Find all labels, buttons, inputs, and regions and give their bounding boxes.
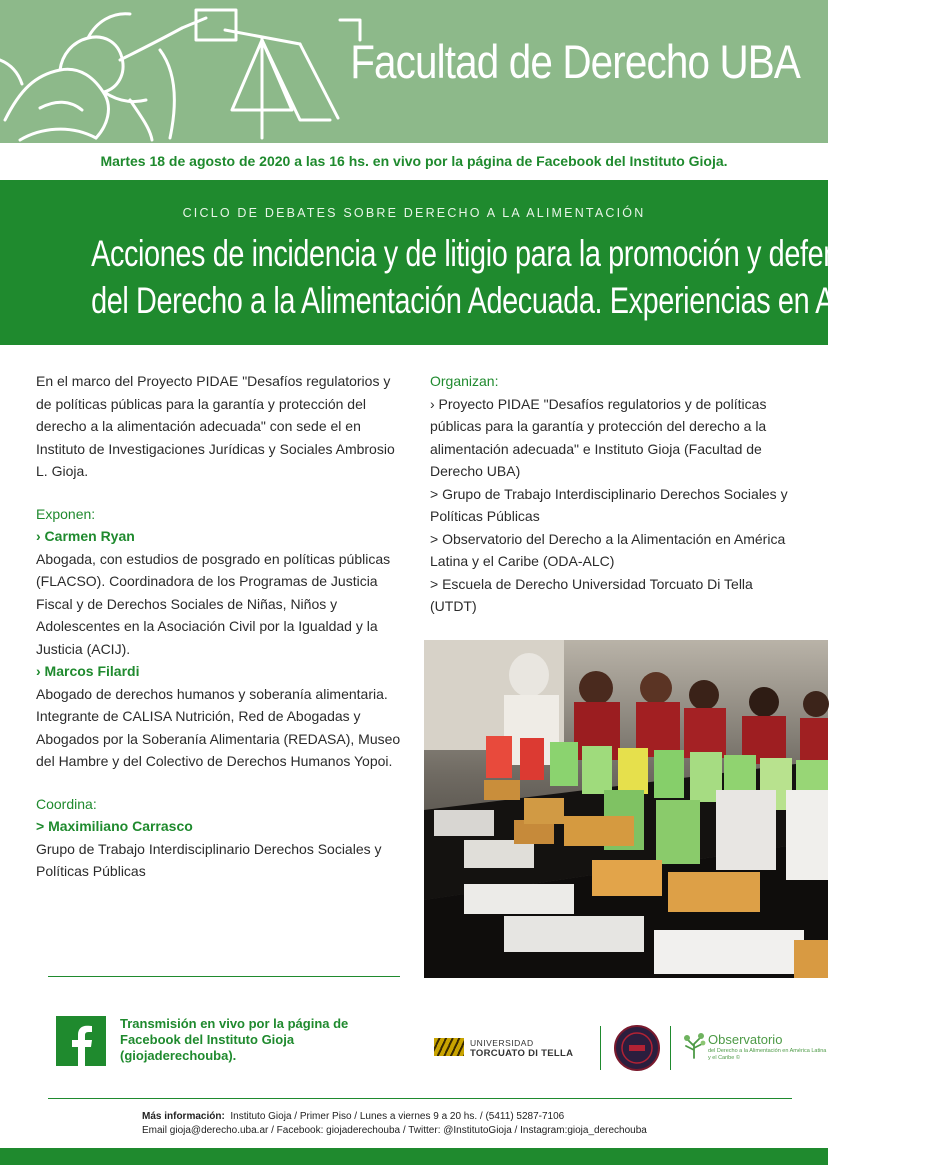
organizer-item: > Grupo de Trabajo Interdisciplinario Derechos Sociales y Políticas Públicas bbox=[430, 485, 788, 524]
school-lunch-photo bbox=[424, 640, 828, 978]
observatorio-subtitle: del Derecho a la Alimentación en América Latina y el Caribe © bbox=[708, 1048, 827, 1061]
left-column bbox=[36, 370, 402, 883]
info-line-1: Instituto Gioja / Primer Piso / Lunes a viernes 9 a 20 hs. / (5411) 5287-7106 bbox=[230, 1111, 565, 1122]
photo-illustration bbox=[424, 640, 828, 978]
event-headline bbox=[0, 230, 935, 324]
headline-line-2: del Derecho a la Alimentación Adecuada. Experiencias en Argentina bbox=[91, 280, 935, 321]
institute-seal-logo bbox=[614, 1025, 660, 1071]
bottom-divider bbox=[48, 1098, 792, 1099]
headline-line-1: Acciones de incidencia y de litigio para la promoción y defensa bbox=[91, 233, 869, 274]
observatorio-tree-icon bbox=[682, 1032, 706, 1058]
series-kicker: CICLO DE DEBATES SOBRE DERECHO A LA ALIMENTACIÓN bbox=[182, 206, 646, 220]
speaker-name: › Marcos Filardi bbox=[36, 663, 140, 679]
event-dateline: Martes 18 de agosto de 2020 a las 16 hs. en vivo por la página de Facebook del Instituto Gioja. bbox=[100, 153, 728, 169]
utdt-line2: TORCUATO DI TELLA bbox=[470, 1048, 574, 1059]
organizer-item: > Escuela de Derecho Universidad Torcuato Di Tella (UTDT) bbox=[430, 575, 753, 614]
intro-paragraph: En el marco del Proyecto PIDAE "Desafíos regulatorios y de políticas públicas para la garantía y protección del derecho a la alimentación adecuada" con sede el en Instituto de Investigaciones Jurídicas y Sociales Ambrosio L. Gioja. bbox=[36, 373, 395, 479]
logo-separator bbox=[670, 1026, 671, 1070]
partner-logos bbox=[432, 1020, 828, 1074]
footer-bar bbox=[0, 1148, 828, 1165]
more-info bbox=[142, 1110, 647, 1138]
facebook-f-glyph bbox=[56, 1016, 106, 1066]
facebook-icon[interactable] bbox=[56, 1016, 106, 1066]
info-label: Más información: bbox=[142, 1111, 225, 1122]
title-band bbox=[0, 180, 935, 345]
facebook-stream-text: Transmisión en vivo por la página de Facebook del Instituto Gioja (giojaderechouba). bbox=[120, 1016, 349, 1063]
organizan-heading: Organizan: bbox=[430, 373, 499, 389]
left-divider bbox=[48, 976, 400, 977]
lady-justice-illustration bbox=[0, 0, 370, 143]
exponen-heading: Exponen: bbox=[36, 505, 96, 522]
speaker-name: › Carmen Ryan bbox=[36, 528, 135, 544]
coordina-heading: Coordina: bbox=[36, 795, 97, 812]
utdt-line1: UNIVERSIDAD bbox=[470, 1038, 534, 1048]
header-title: Facultad de Derecho UBA bbox=[350, 35, 800, 88]
organizer-item: › Proyecto PIDAE "Desafíos regulatorios y de políticas públicas para la garantía y protección del derecho a la alimentación adecuada" e Instituto Gioja (Facultad de Derecho UBA) bbox=[430, 395, 767, 479]
coordinator-name: > Maximiliano Carrasco bbox=[36, 818, 193, 834]
info-line-2: Email gioja@derecho.uba.ar / Facebook: giojaderechouba / Twitter: @InstitutoGioja / Instagram:gioja_derechouba bbox=[142, 1125, 647, 1136]
seal-icon bbox=[616, 1027, 658, 1069]
logo-separator bbox=[600, 1026, 601, 1070]
right-column bbox=[430, 370, 796, 618]
coordinator-bio: Grupo de Trabajo Interdisciplinario Derechos Sociales y Políticas Públicas bbox=[36, 840, 382, 879]
observatorio-title: Observatorio bbox=[708, 1032, 783, 1047]
speaker-bio: Abogado de derechos humanos y soberanía alimentaria. Integrante de CALISA Nutrición, Red de Abogadas y Abogados por la Soberanía Alimentaria (REDASA), Museo del Hambre y del Colectivo de Derechos Humanos Yopoi. bbox=[36, 685, 401, 769]
organizer-item: > Observatorio del Derecho a la Alimentación en América Latina y el Caribe (ODA-ALC) bbox=[430, 530, 786, 569]
utdt-mark-icon bbox=[434, 1038, 464, 1056]
header-banner bbox=[0, 0, 828, 143]
speaker-bio: Abogada, con estudios de posgrado en políticas públicas (FLACSO). Coordinadora de los Programas de Justicia Fiscal y de Derechos Sociales de Niñas, Niños y Adolescentes en la Asociación Civil por la Igualdad y la Justicia (ACIJ). bbox=[36, 550, 391, 657]
